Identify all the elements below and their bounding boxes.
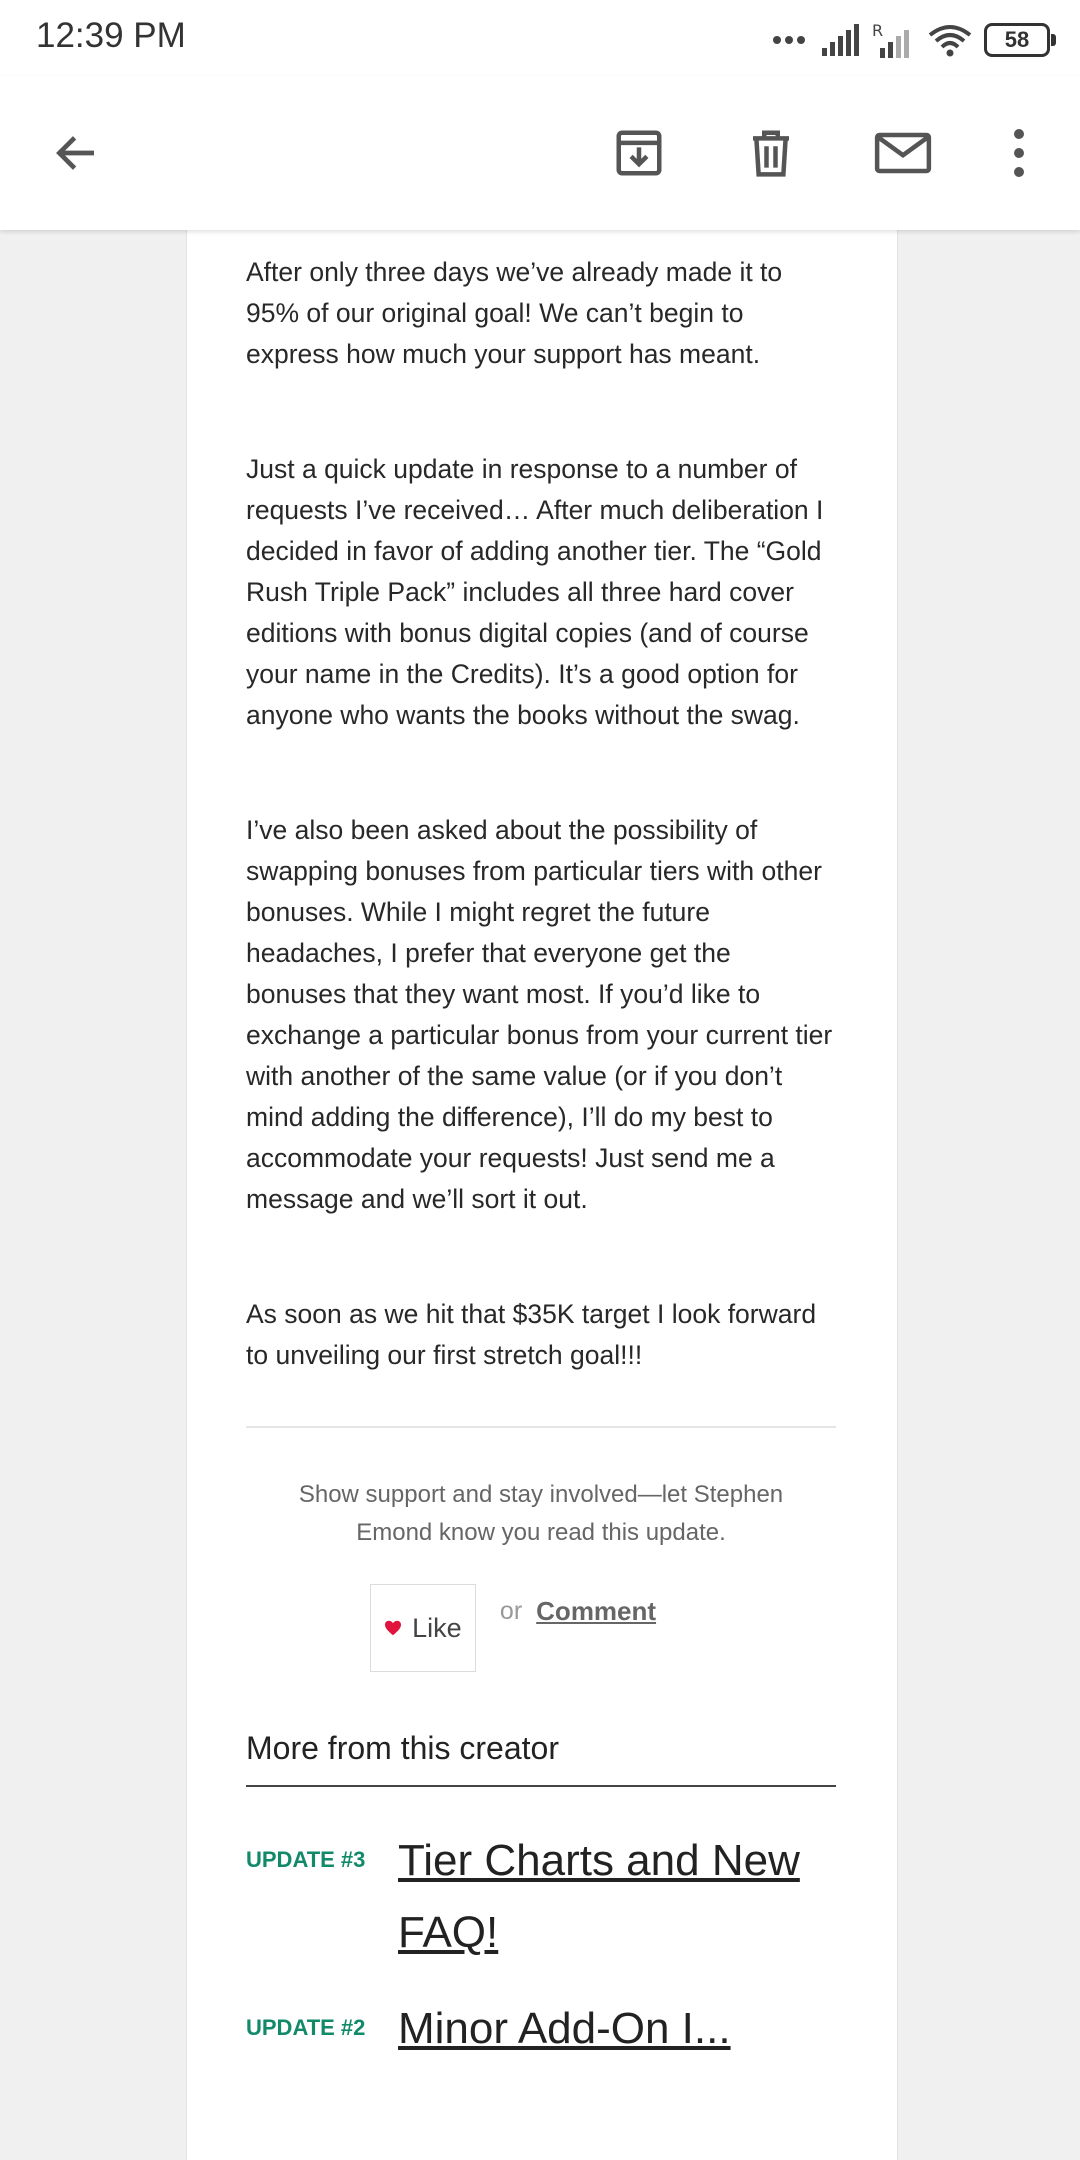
paragraph-stretch-goal: As soon as we hit that $35K target I look forward to unveiling our first stretch goal!!! bbox=[246, 1299, 817, 1370]
status-time: 12:39 PM bbox=[36, 16, 186, 55]
update-label: UPDATE #3 bbox=[246, 1847, 366, 1872]
wifi-icon bbox=[928, 23, 972, 57]
arrow-left-icon bbox=[50, 128, 100, 178]
or-text: or bbox=[499, 1596, 523, 1625]
svg-text:R: R bbox=[872, 22, 884, 40]
heart-icon bbox=[384, 1620, 402, 1636]
paragraph-new-tier: Just a quick update in response to a number of requests I’ve received… After much deliberation I decided in favor of adding another tier. The “Gold Rush Triple Pack” includes all three hard cover editions with bonus digital copies (and of course your name in the Credits). It’s a good option for anyone who wants the books without the swag. bbox=[246, 454, 824, 730]
more-from-creator-heading: More from this creator bbox=[246, 1730, 836, 1787]
roaming-signal-icon bbox=[872, 22, 916, 58]
back-button[interactable] bbox=[30, 108, 120, 198]
email-toolbar bbox=[0, 76, 1080, 230]
mark-unread-button[interactable] bbox=[858, 108, 948, 198]
dots-icon bbox=[772, 35, 808, 45]
signal-icon bbox=[820, 24, 860, 56]
paragraph-progress: After only three days we’ve already made it to 95% of our original goal! We can’t begin to express how much your support has meant. bbox=[246, 257, 783, 369]
comment-link[interactable]: Comment bbox=[536, 1595, 657, 1626]
mail-icon bbox=[873, 126, 933, 180]
divider bbox=[246, 1426, 836, 1428]
like-button[interactable] bbox=[370, 1584, 476, 1672]
feedback-actions bbox=[246, 1584, 836, 1672]
email-content bbox=[246, 252, 836, 2065]
support-text: Show support and stay involved—let Stephen Emond know you read this update. bbox=[298, 1481, 784, 1546]
update-title-link[interactable]: Tier Charts and New FAQ! bbox=[398, 1836, 800, 1957]
update-label: UPDATE #2 bbox=[246, 2015, 366, 2040]
status-icons bbox=[772, 18, 1050, 62]
update-item bbox=[246, 1993, 836, 2065]
update-title-link[interactable]: Minor Add-On I... bbox=[398, 2004, 731, 2053]
archive-icon bbox=[612, 126, 666, 180]
more-options-button[interactable] bbox=[974, 108, 1064, 198]
archive-button[interactable] bbox=[594, 108, 684, 198]
battery-indicator: 58 bbox=[984, 23, 1050, 57]
paragraph-swap-bonuses: I’ve also been asked about the possibility of swapping bonuses from particular tiers with other bonuses. While I might regret the future headaches, I prefer that everyone get the bonuses that they want most. If you’d like to exchange a particular bonus from your current tier with another of the same value (or if you don’t mind adding the difference), I’ll do my best to accommodate your requests! Just send me a message and we’ll sort it out. bbox=[246, 815, 833, 1214]
more-vert-icon bbox=[1009, 126, 1029, 180]
delete-button[interactable] bbox=[726, 108, 816, 198]
update-item bbox=[246, 1825, 836, 1969]
trash-icon bbox=[744, 126, 798, 180]
status-bar bbox=[0, 0, 1080, 76]
like-label: Like bbox=[412, 1612, 462, 1643]
